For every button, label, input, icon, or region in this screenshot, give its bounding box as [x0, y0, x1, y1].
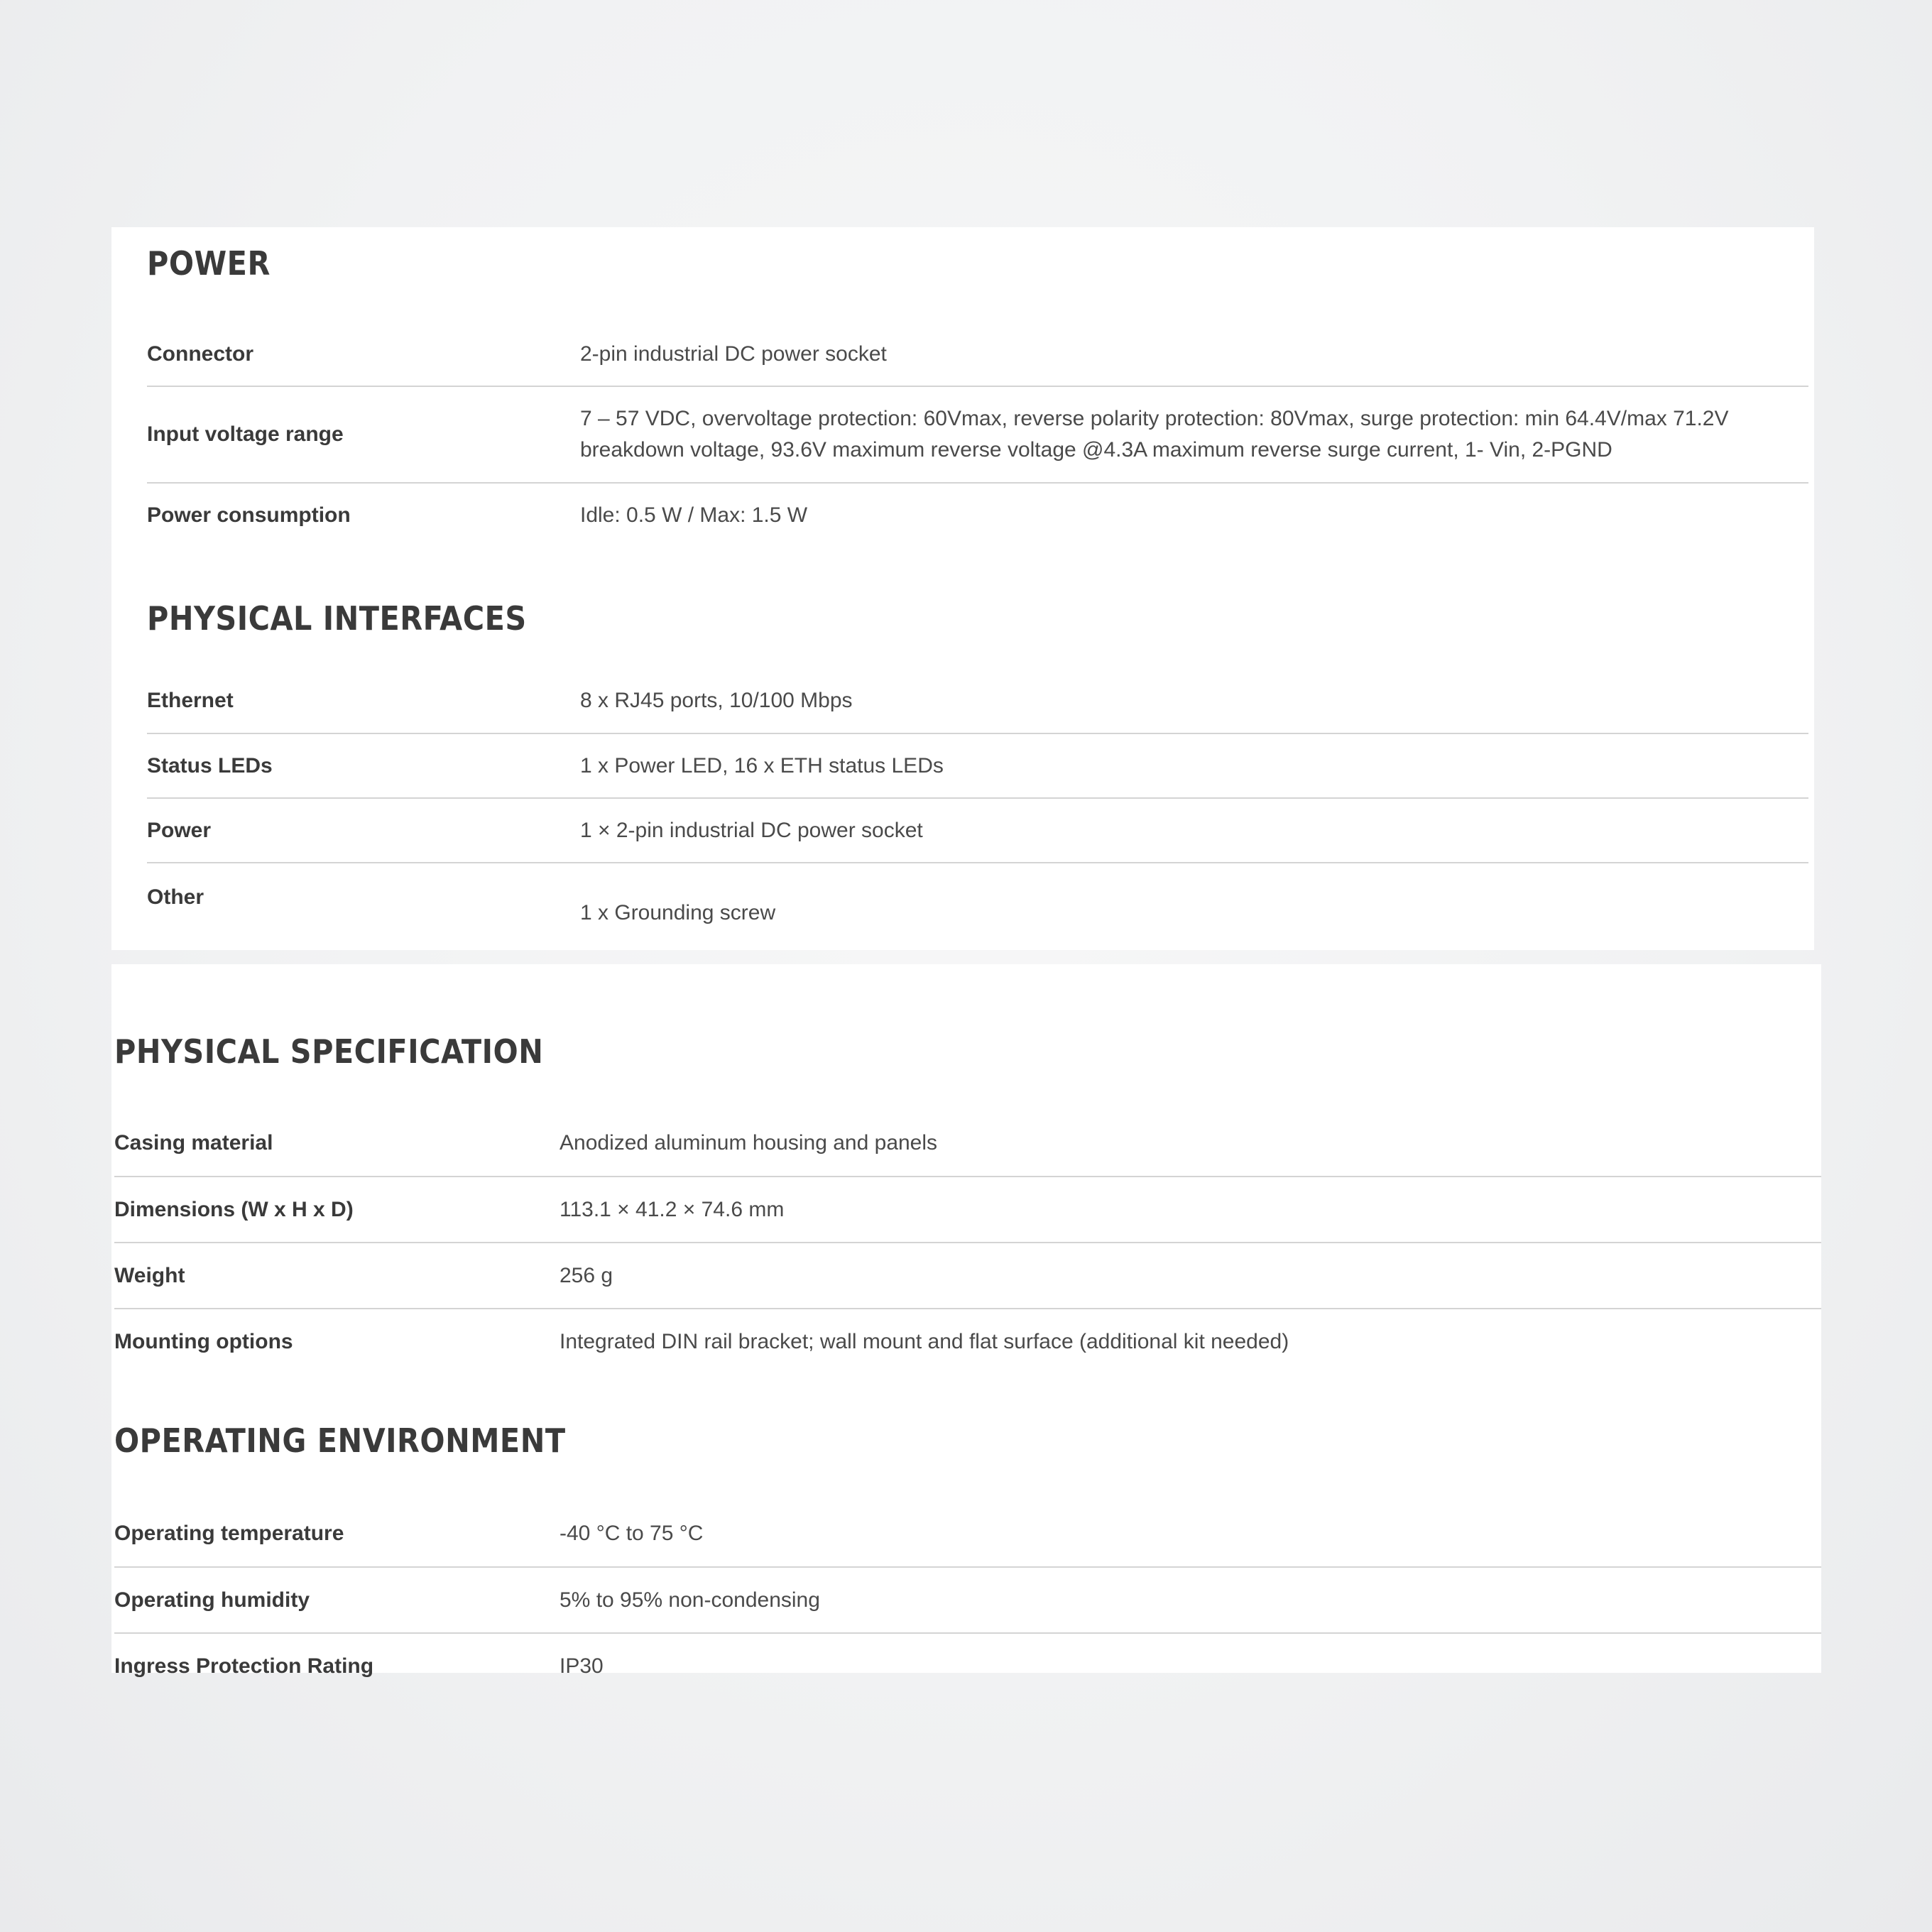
table-row: [147, 863, 1808, 929]
spec-label: Casing material: [114, 1131, 273, 1155]
spec-label: Input voltage range: [147, 386, 580, 483]
table-row: [114, 1501, 1821, 1567]
section-title-operating-environment: OPERATING ENVIRONMENT: [114, 1421, 566, 1460]
spec-value: 256 g: [560, 1243, 1821, 1309]
table-row: [147, 733, 1808, 798]
spec-table-power: [147, 322, 1808, 547]
spec-label: Mounting options: [114, 1309, 560, 1375]
spec-label: Weight: [114, 1243, 560, 1309]
spec-value: -40 °C to 75 °C: [560, 1522, 704, 1545]
spec-label: Operating humidity: [114, 1567, 560, 1633]
section-title-physical-specification: PHYSICAL SPECIFICATION: [114, 1032, 544, 1071]
spec-label: Other: [147, 863, 580, 929]
spec-value: 5% to 95% non-condensing: [560, 1567, 1821, 1633]
table-row: [114, 1110, 1821, 1177]
spec-value: 113.1 × 41.2 × 74.6 mm: [560, 1177, 1821, 1243]
spec-label: Ethernet: [147, 689, 234, 712]
table-row: [114, 1177, 1821, 1243]
section-title-physical-interfaces: PHYSICAL INTERFACES: [147, 599, 527, 638]
spec-value: Anodized aluminum housing and panels: [560, 1131, 938, 1155]
spec-table-operating-environment: [114, 1501, 1821, 1699]
spec-value: 2-pin industrial DC power socket: [580, 342, 887, 366]
spec-value: 8 x RJ45 ports, 10/100 Mbps: [580, 689, 853, 712]
spec-label: Dimensions (W x H x D): [114, 1177, 560, 1243]
table-row: [114, 1309, 1821, 1375]
spec-label: Power consumption: [147, 483, 580, 547]
table-row: [114, 1243, 1821, 1309]
table-row: [147, 483, 1808, 547]
spec-label: Connector: [147, 342, 253, 366]
table-row: [147, 386, 1808, 483]
spec-card-physical-environment: [111, 964, 1821, 1678]
table-row: [147, 669, 1808, 733]
spec-value: 7 – 57 VDC, overvoltage protection: 60Vmax, reverse polarity protection: 80Vmax, surge protection: min 64.4V/max 71.2V breakdown voltage, 93.6V maximum reverse voltage @4.3A maximum reverse surge current, 1- Vin, 2-PGND: [580, 386, 1808, 483]
spec-value: Integrated DIN rail bracket; wall mount and flat surface (additional kit needed): [560, 1309, 1821, 1375]
spec-value: 1 x Grounding screw: [580, 863, 1808, 929]
section-title-power: POWER: [147, 244, 271, 283]
table-row: [147, 322, 1808, 386]
spec-label: Power: [147, 798, 580, 863]
spec-value: 1 × 2-pin industrial DC power socket: [580, 798, 1808, 863]
table-row: [147, 798, 1808, 863]
spec-label: Status LEDs: [147, 733, 580, 798]
spec-label: Ingress Protection Rating: [114, 1633, 560, 1699]
table-row: [114, 1633, 1821, 1699]
spec-label: Operating temperature: [114, 1522, 344, 1545]
spec-value: 1 x Power LED, 16 x ETH status LEDs: [580, 733, 1808, 798]
spec-value: Idle: 0.5 W / Max: 1.5 W: [580, 483, 1808, 547]
spec-value: IP30: [560, 1633, 1821, 1699]
table-row: [114, 1567, 1821, 1633]
spec-table-physical-interfaces: [147, 669, 1808, 929]
spec-table-physical-specification: [114, 1110, 1821, 1375]
spec-card-power-interfaces: [111, 227, 1814, 950]
